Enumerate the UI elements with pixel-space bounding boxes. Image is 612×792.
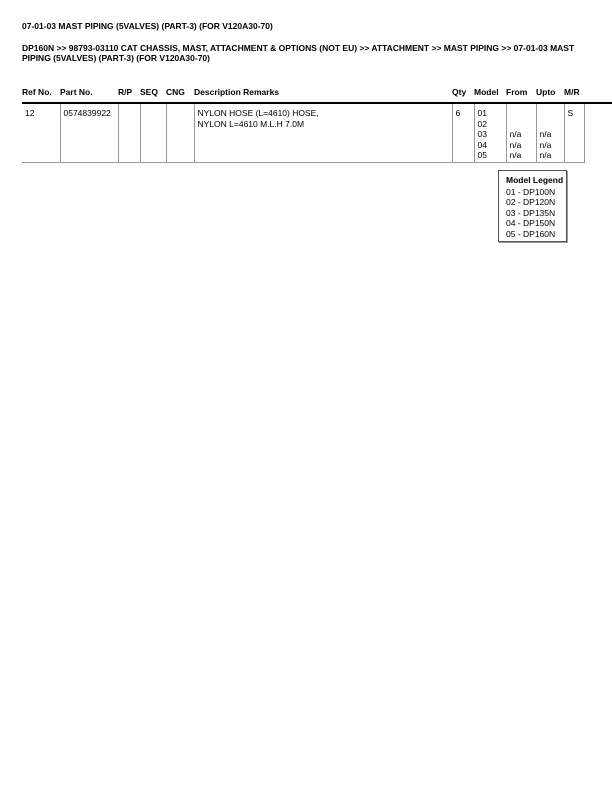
model-cell xyxy=(474,103,506,162)
cng-cell xyxy=(166,103,194,162)
parts-table xyxy=(22,86,585,163)
header-rule-extension xyxy=(584,102,612,104)
breadcrumb: DP160N >> 98793-03110 CAT CHASSIS, MAST, ATTACHMENT & OPTIONS (NOT EU) >> ATTACHMENT >> MAST PIPING >> 07-01-03 MAST PIPING (5VALVES) (PART-3) (FOR V120A30-70) xyxy=(22,43,575,63)
col-header-from: From xyxy=(506,86,536,103)
part-no-cell: 0574839922 xyxy=(60,103,118,162)
table-row xyxy=(22,103,584,162)
col-header-qty: Qty xyxy=(452,86,474,103)
table-header-row xyxy=(22,86,584,103)
mr-cell: S xyxy=(564,103,584,162)
upto-value: n/a xyxy=(539,150,552,160)
col-header-seq: SEQ xyxy=(140,86,166,103)
legend-item: 03 - DP135N xyxy=(506,207,556,218)
ref-no-cell: 12 xyxy=(22,103,60,162)
col-header-part-no: Part No. xyxy=(60,86,118,103)
legend-item: 04 - DP150N xyxy=(506,218,556,228)
from-value: n/a xyxy=(509,139,522,150)
model-code: 02 xyxy=(477,118,487,129)
model-code: 04 xyxy=(477,139,487,150)
from-value: n/a xyxy=(509,129,522,139)
col-header-upto: Upto xyxy=(536,86,564,103)
model-code: 01 xyxy=(477,108,487,118)
upto-value xyxy=(540,119,564,130)
upto-value: n/a xyxy=(539,129,552,139)
col-header-rp: R/P xyxy=(118,86,140,103)
col-header-cng: CNG xyxy=(166,86,194,103)
col-header-ref-no: Ref No. xyxy=(22,86,60,103)
col-header-description: Description Remarks xyxy=(194,86,452,103)
legend-item: 02 - DP120N xyxy=(506,197,556,207)
rp-cell xyxy=(118,103,140,162)
upto-value: n/a xyxy=(539,139,552,150)
from-value: n/a xyxy=(509,150,522,160)
description-line: NYLON HOSE (L=4610) HOSE, xyxy=(197,108,319,118)
description-line: NYLON L=4610 M.L.H 7.0M xyxy=(197,118,305,129)
from-value xyxy=(510,119,536,130)
seq-cell xyxy=(140,103,166,162)
col-header-mr: M/R xyxy=(564,86,584,103)
model-legend-title: Model Legend xyxy=(506,175,564,185)
model-code: 05 xyxy=(477,150,487,160)
from-cell xyxy=(506,103,536,162)
model-legend xyxy=(498,170,567,242)
legend-item: 01 - DP100N xyxy=(506,186,556,197)
from-value xyxy=(510,108,536,119)
upto-value xyxy=(540,108,564,119)
col-header-model: Model xyxy=(474,86,506,103)
page-title: 07-01-03 MAST PIPING (5VALVES) (PART-3) (FOR V120A30-70) xyxy=(22,21,273,31)
legend-item: 05 - DP160N xyxy=(506,228,556,239)
model-code: 03 xyxy=(477,129,487,139)
upto-cell xyxy=(536,103,564,162)
qty-cell: 6 xyxy=(452,103,474,162)
description-cell xyxy=(194,103,452,162)
